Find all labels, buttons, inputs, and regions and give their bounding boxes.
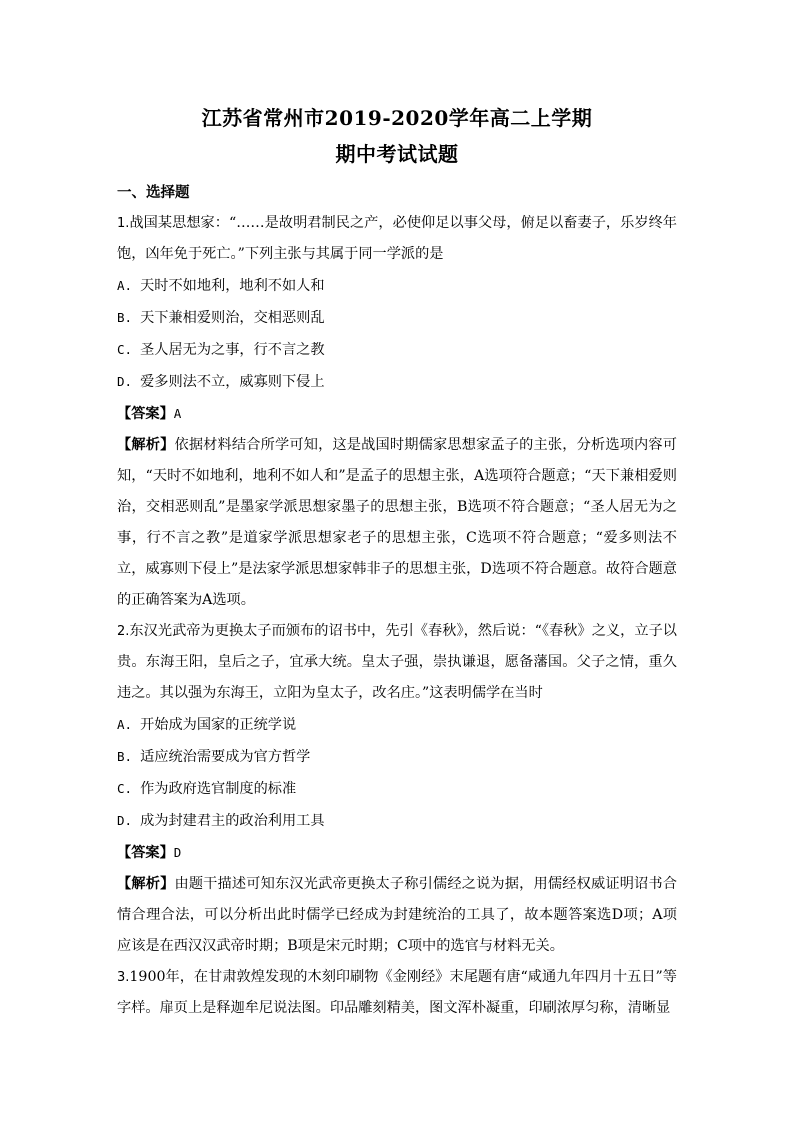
option-text: 作为政府选官制度的标准 xyxy=(140,781,297,797)
question-number: 1. xyxy=(117,216,130,231)
option-letter: B. xyxy=(117,310,133,325)
analysis-text: 依据材料结合所学可知，这是战国时期儒家思想家孟子的主张，分析选项内容可知，“天时不如地利，地利不如人和”是孟子的思想主张，A选项符合题意；“天下兼相爱则治，交相恶则乱”是墨家学派思想家墨子的思想主张，B选项不符合题意；“圣人居无为之事，行不言之教”是道家学派思想家老子的思想主张，C选项不符合题意；“爱多则法不立，威寡则下侵上”是法家学派思想家韩非子的思想主张，D选项不符合题意。故符合题意的正确答案为A选项。 xyxy=(117,437,677,608)
option-letter: A. xyxy=(117,717,133,732)
option-text: 开始成为国家的正统学说 xyxy=(140,717,297,733)
option-text: 爱多则法不立，威寡则下侵上 xyxy=(140,374,325,390)
question-1-option-a xyxy=(117,270,677,302)
option-text: 适应统治需要成为官方哲学 xyxy=(140,749,311,765)
option-letter: C. xyxy=(117,342,133,357)
question-2-analysis xyxy=(117,869,677,962)
option-text: 天下兼相爱则治，交相恶则乱 xyxy=(140,310,325,326)
question-number: 2. xyxy=(117,624,130,639)
analysis-tag: 【解析】 xyxy=(117,876,175,892)
question-1-option-b xyxy=(117,302,677,334)
question-2-option-a xyxy=(117,709,677,741)
question-2-stem xyxy=(117,616,677,709)
question-number: 3. xyxy=(117,970,130,985)
question-text: 1900年，在甘肃敦煌发现的木刻印刷物《金刚经》末尾题有唐“咸通九年四月十五日”等字样。扉页上是释迦牟尼说法图。印品雕刻精美，图文浑朴凝重，印刷浓厚匀称，清晰显 xyxy=(117,969,677,1016)
analysis-tag: 【解析】 xyxy=(117,437,175,453)
question-2-answer xyxy=(117,837,677,869)
question-1-option-d xyxy=(117,366,677,398)
question-1-analysis xyxy=(117,430,677,616)
question-3-stem xyxy=(117,962,677,1024)
document-subtitle: 期中考试试题 xyxy=(335,142,459,166)
question-text: 战国某思想家：“……是故明君制民之产，必使仰足以事父母，俯足以畜妻子，乐岁终年饱，凶年免于死亡。”下列主张与其属于同一学派的是 xyxy=(117,215,677,262)
section-heading: 一、选择题 xyxy=(117,184,190,201)
option-text: 天时不如地利，地利不如人和 xyxy=(140,278,325,294)
answer-value: D xyxy=(173,845,182,860)
document-content xyxy=(117,100,677,1024)
answer-value: A xyxy=(173,406,182,421)
option-letter: C. xyxy=(117,781,133,796)
option-text: 成为封建君主的政治利用工具 xyxy=(140,813,325,829)
option-letter: B. xyxy=(117,749,133,764)
analysis-text: 由题干描述可知东汉光武帝更换太子称引儒经之说为据，用儒经权威证明诏书合情合理合法，可以分析出此时儒学已经成为封建统治的工具了，故本题答案选D项；A项应该是在西汉汉武帝时期；B项是宋元时期；C项中的选官与材料无关。 xyxy=(117,876,677,954)
option-letter: A. xyxy=(117,278,133,293)
question-1-stem xyxy=(117,208,677,270)
question-2-option-d xyxy=(117,805,677,837)
answer-tag: 【答案】 xyxy=(117,845,174,861)
option-letter: D. xyxy=(117,813,133,828)
option-text: 圣人居无为之事，行不言之教 xyxy=(140,342,325,358)
document-title: 江苏省常州市2019-2020学年高二上学期 xyxy=(201,106,593,130)
question-text: 东汉光武帝为更换太子而颁布的诏书中，先引《春秋》，然后说：“《春秋》之义，立子以贵。东海王阳，皇后之子，宜承大统。皇太子强，崇执谦退，愿备藩国。父子之情，重久违之。其以强为东海王，立阳为皇太子，改名庄。”这表明儒学在当时 xyxy=(117,623,677,701)
question-1-answer xyxy=(117,398,677,430)
answer-tag: 【答案】 xyxy=(117,406,174,422)
question-2-option-b xyxy=(117,741,677,773)
option-letter: D. xyxy=(117,374,133,389)
question-1-option-c xyxy=(117,334,677,366)
question-2-option-c xyxy=(117,773,677,805)
